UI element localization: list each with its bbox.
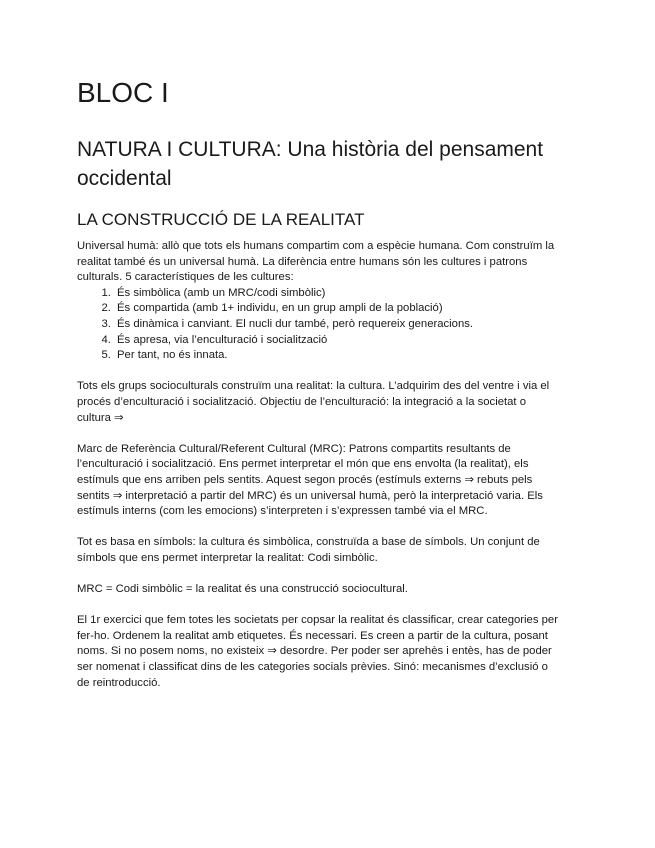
characteristics-list [77, 286, 559, 364]
list-item: 2. És compartida (amb 1+ individu, en un grup ampli de la població) [114, 301, 559, 317]
spacer [77, 426, 559, 442]
symbols-paragraph: Tot es basa en símbols: la cultura és simbòlica, construïda a base de símbols. Un conjunt de símbols que ens permet interpretar la realitat: Codi simbòlic. [77, 536, 540, 564]
equation-paragraph: MRC = Codi simbòlic = la realitat és una construcció sociocultural. [77, 583, 408, 596]
list-item: 5. Per tant, no és innata. [114, 348, 559, 364]
spacer [77, 520, 559, 536]
mrc-paragraph: Marc de Referència Cultural/Referent Cultural (MRC): Patrons compartits resultants de l’enculturació i socialització. Ens permet interpretar el món que ens envolta (la realitat), els estímuls que ens arriben pels sentits. Aquest segon procés (estímuls externs ⇒ rebuts pels sentits ⇒ interpretació a partir del MRC) és un universal humà, però la interpretació varia. Els estímuls interns (com les emocions) s’interpreten i s’expressen també via el MRC. [77, 442, 543, 518]
list-item: 4. És apresa, via l’enculturació i socialització [114, 333, 559, 349]
spacer [77, 566, 559, 582]
section-title: LA CONSTRUCCIÓ DE LA REALITAT [77, 210, 365, 229]
classification-paragraph: El 1r exercici que fem totes les societats per copsar la realitat és classificar, crear categories per fer-ho. Ordenem la realitat amb etiquetes. És necessari. Es creen a partir de la cultura, posant noms. Si no posem noms, no existeix ⇒ desordre. Per poder ser aprehès i entès, has de poder ser nomenat i classificat dins de les categories socials prèvies. Sinó: mecanismes d’exclusió o de reintroducció. [77, 614, 558, 689]
document-body [77, 239, 559, 691]
intro-paragraph: Universal humà: allò que tots els humans compartim com a espècie humana. Com construïm la realitat també és un universal humà. La diferència entre humans són les cultures i patrons culturals. 5 característiques de les cultures: [77, 240, 555, 284]
spacer [77, 364, 559, 380]
list-item: 3. És dinàmica i canviant. El nucli dur també, però requereix generacions. [114, 317, 559, 333]
bloc-title: BLOC I [77, 77, 169, 108]
list-item: 1. És simbòlica (amb un MRC/codi simbòlic) [114, 286, 559, 302]
spacer [77, 598, 559, 614]
culture-paragraph: Tots els grups socioculturals construïm una realitat: la cultura. L’adquirim des del ventre i via el procés d’enculturació i socialització. Objectiu de l’enculturació: la integració a la societat o cultura ⇒ [77, 380, 550, 424]
main-title: NATURA I CULTURA: Una història del pensament occidental [77, 138, 544, 190]
